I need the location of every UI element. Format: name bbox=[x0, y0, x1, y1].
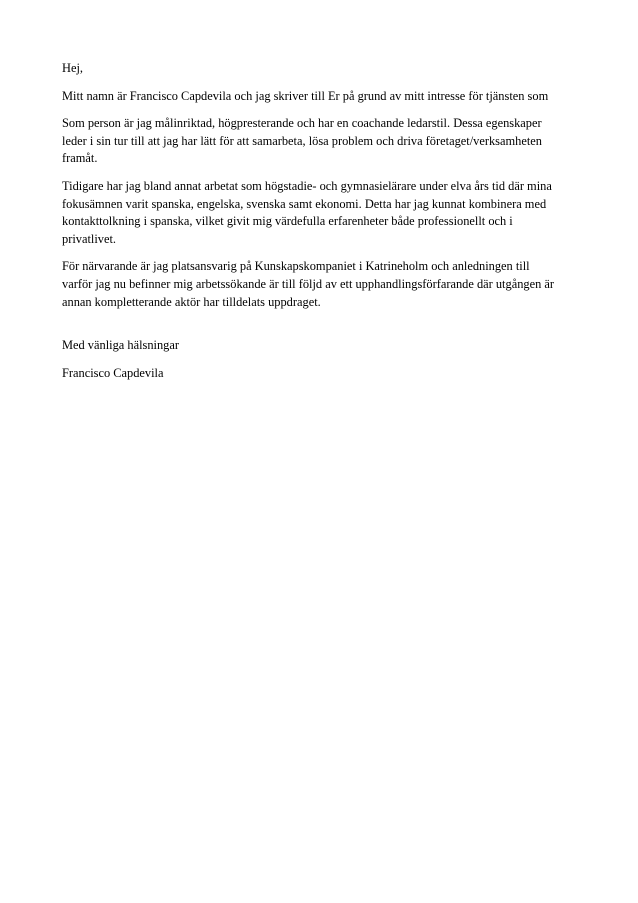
closing-text: Med vänliga hälsningar bbox=[62, 338, 179, 353]
paragraph-intro bbox=[62, 88, 582, 106]
paragraph-line: kontakttolkning i spanska, vilket givit mig värdefulla erfarenheter både professionellt och i bbox=[62, 214, 513, 229]
greeting bbox=[62, 60, 582, 78]
closing bbox=[62, 337, 582, 355]
paragraph-line: privatlivet. bbox=[62, 231, 117, 246]
signature bbox=[62, 365, 582, 383]
cover-letter bbox=[62, 60, 582, 392]
spacer bbox=[62, 321, 582, 337]
paragraph-line: Mitt namn är Francisco Capdevila och jag skriver till Er på grund av mitt intresse för tjänsten som bbox=[62, 88, 549, 103]
paragraph-line: annan kompletterande aktör har tilldelats uppdraget. bbox=[62, 294, 321, 309]
paragraph-line: För närvarande är jag platsansvarig på Kunskapskompaniet i Katrineholm och anledningen till bbox=[62, 259, 530, 274]
paragraph-personality bbox=[62, 115, 582, 168]
paragraph-experience bbox=[62, 178, 582, 248]
paragraph-line: Som person är jag målinriktad, högpresterande och har en coachande ledarstil. Dessa egenskaper bbox=[62, 116, 542, 131]
paragraph-line: framåt. bbox=[62, 151, 98, 166]
paragraph-line: varför jag nu befinner mig arbetssökande är till följd av ett upphandlingsförfarande där utgången är bbox=[62, 276, 555, 291]
paragraph-line: fokusämnen varit spanska, engelska, svenska samt ekonomi. Detta har jag kunnat kombinera med bbox=[62, 196, 547, 211]
greeting-text: Hej, bbox=[62, 61, 83, 75]
paragraph-line: Tidigare har jag bland annat arbetat som högstadie- och gymnasielärare under elva års tid där mina bbox=[62, 178, 552, 193]
signature-name: Francisco Capdevila bbox=[62, 365, 164, 380]
paragraph-current-situation bbox=[62, 258, 582, 311]
paragraph-line: leder i sin tur till att jag har lätt för att samarbeta, lösa problem och driva företaget/verksamheten bbox=[62, 133, 542, 148]
